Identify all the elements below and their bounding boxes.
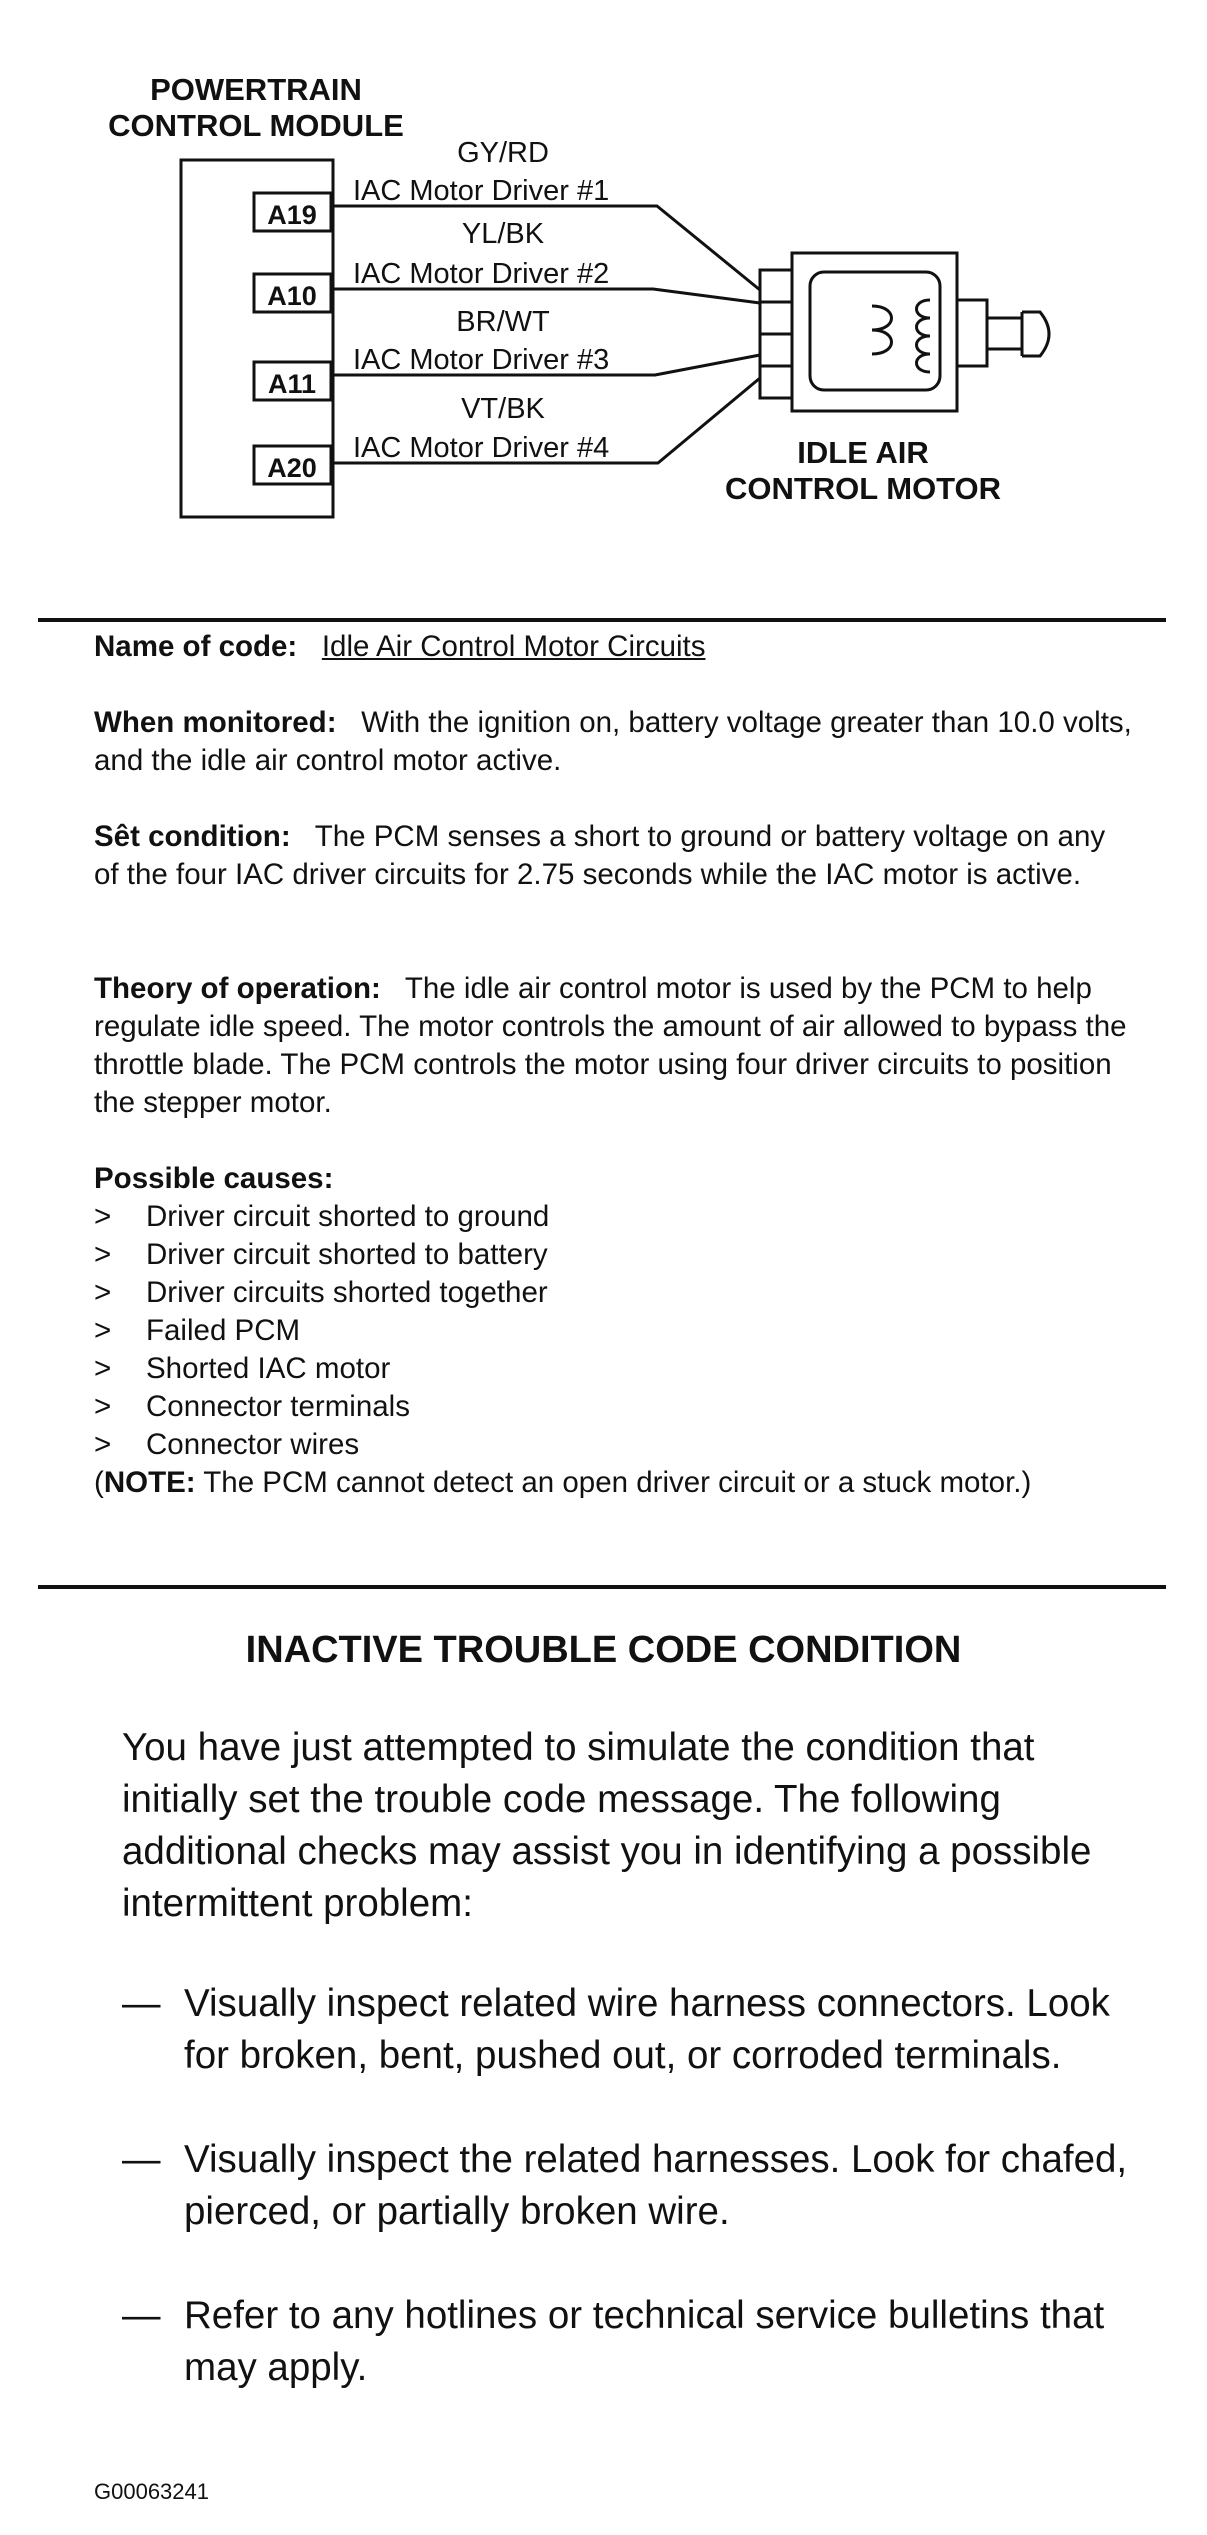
- wire-driver-2: [331, 289, 760, 303]
- cause-text: Connector terminals: [146, 1390, 410, 1423]
- bullet-icon: >: [94, 1428, 112, 1461]
- wiring-diagram: [0, 0, 1207, 560]
- list-item: [122, 2134, 1132, 2238]
- pcm-title-line1: POWERTRAIN: [150, 72, 362, 107]
- list-item: [94, 1236, 1134, 1274]
- bullet-icon: >: [94, 1238, 112, 1271]
- inactive-title: INACTIVE TROUBLE CODE CONDITION: [245, 1629, 962, 1671]
- when-monitored-text: With the ignition on, battery voltage greater than 10.0 volts, and the idle air control motor active.: [94, 706, 1132, 777]
- list-item: [122, 2290, 1132, 2394]
- theory-label: Theory of operation:: [94, 972, 381, 1005]
- set-condition-text: The PCM senses a short to ground or battery voltage on any of the four IAC driver circuits for 2.75 seconds while the IAC motor is active.: [94, 820, 1106, 891]
- inactive-intro: You have just attempted to simulate the condition that initially set the trouble code message. The following additional checks may assist you in identifying a possible intermittent problem:: [122, 1726, 1092, 1925]
- divider-top: [38, 618, 1166, 622]
- list-item: [94, 1198, 1134, 1236]
- list-item: [94, 1426, 1134, 1464]
- wire-labels: [353, 137, 609, 464]
- dash-icon: —: [122, 1982, 161, 2025]
- pin-label: A20: [267, 453, 317, 483]
- pin-label: A10: [267, 281, 317, 311]
- possible-causes: [94, 1160, 1134, 1502]
- note-open: (: [94, 1466, 104, 1499]
- pintle-icon: [1022, 312, 1049, 356]
- list-item: [94, 1274, 1134, 1312]
- code-name: [94, 628, 1134, 666]
- theory-of-operation: [94, 970, 1134, 1122]
- list-item: [94, 1350, 1134, 1388]
- theory-text: The idle air control motor is used by the PCM to help regulate idle speed. The motor controls the amount of air allowed to bypass the throttle blade. The PCM controls the motor using four driver circuits to position the stepper motor.: [94, 972, 1127, 1119]
- dash-icon: —: [122, 2294, 161, 2337]
- circuit-label-4: IAC Motor Driver #4: [353, 432, 610, 464]
- bullet-icon: >: [94, 1314, 112, 1347]
- cause-text: Failed PCM: [146, 1314, 301, 1347]
- causes-list: [94, 1198, 1134, 1464]
- circuit-label-3: IAC Motor Driver #3: [353, 344, 610, 376]
- checks-list: [122, 1978, 1132, 2394]
- cause-text: Driver circuit shorted to battery: [146, 1238, 548, 1271]
- when-monitored: [94, 704, 1134, 780]
- pin-label: A19: [267, 200, 317, 230]
- list-item: [122, 1978, 1132, 2082]
- pin-a20: [254, 446, 331, 484]
- cause-text: Driver circuit shorted to ground: [146, 1200, 550, 1233]
- list-item: [94, 1388, 1134, 1426]
- note: [94, 1464, 1134, 1502]
- check-text: Visually inspect related wire harness connectors. Look for broken, bent, pushed out, or corroded terminals.: [184, 1982, 1110, 2077]
- bullet-icon: >: [94, 1200, 112, 1233]
- cause-text: Connector wires: [146, 1428, 360, 1461]
- bullet-icon: >: [94, 1390, 112, 1423]
- bullet-icon: >: [94, 1352, 112, 1385]
- when-monitored-label: When monitored:: [94, 706, 337, 739]
- check-text: Visually inspect the related harnesses. Look for chafed, pierced, or partially broken wire.: [184, 2138, 1128, 2233]
- circuit-label-2: IAC Motor Driver #2: [353, 258, 610, 290]
- pcm-title-line2: CONTROL MODULE: [108, 108, 404, 143]
- wire-color-3: BR/WT: [456, 306, 550, 338]
- wire-color-2: YL/BK: [461, 218, 545, 250]
- set-condition: [94, 818, 1134, 894]
- wire-color-1: GY/RD: [457, 137, 549, 169]
- note-label: NOTE:: [103, 1466, 196, 1499]
- iac-title: [725, 435, 1001, 506]
- pin-label: A11: [267, 369, 317, 399]
- divider-bottom: [38, 1585, 1166, 1589]
- iac-title-line1: IDLE AIR: [797, 435, 929, 470]
- code-name-value: Idle Air Control Motor Circuits: [321, 630, 706, 663]
- iac-motor-icon: [760, 253, 1049, 411]
- dash-icon: —: [122, 2138, 161, 2181]
- pin-a19: [254, 193, 331, 231]
- check-text: Refer to any hotlines or technical service bulletins that may apply.: [184, 2294, 1105, 2389]
- bullet-icon: >: [94, 1276, 112, 1309]
- cause-text: Driver circuits shorted together: [146, 1276, 548, 1309]
- code-name-label: Name of code:: [94, 630, 298, 663]
- wire-color-4: VT/BK: [461, 393, 545, 425]
- note-text: The PCM cannot detect an open driver circuit or a stuck motor.): [203, 1466, 1032, 1499]
- motor-shaft-housing: [957, 300, 987, 366]
- pin-a10: [254, 274, 331, 312]
- pin-a11: [254, 362, 331, 400]
- cause-text: Shorted IAC motor: [146, 1352, 391, 1385]
- set-condition-label: Sêt condition:: [94, 820, 291, 853]
- figure-id: G00063241: [94, 2479, 209, 2504]
- list-item: [94, 1312, 1134, 1350]
- iac-title-line2: CONTROL MOTOR: [724, 471, 1002, 506]
- circuit-label-1: IAC Motor Driver #1: [353, 175, 610, 207]
- possible-causes-label: Possible causes:: [94, 1162, 334, 1195]
- pcm-title: [108, 72, 404, 143]
